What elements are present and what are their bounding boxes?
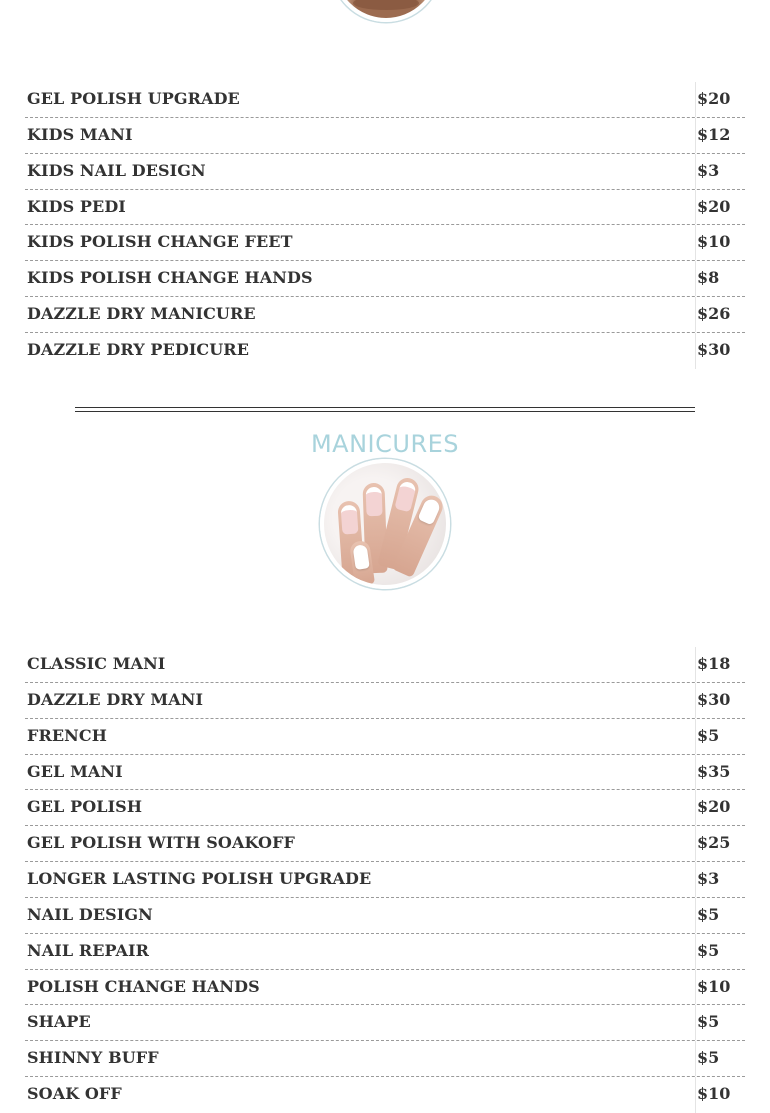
section-divider bbox=[75, 407, 695, 412]
service-price: $8 bbox=[697, 268, 720, 288]
service-price: $10 bbox=[697, 1084, 731, 1104]
list-item bbox=[25, 862, 745, 898]
manicures-price-list bbox=[25, 647, 745, 1113]
section-title-manicures: MANICURES bbox=[310, 430, 460, 458]
service-name: LONGER LASTING POLISH UPGRADE bbox=[27, 869, 372, 889]
list-item bbox=[25, 261, 745, 297]
service-name: DAZZLE DRY MANI bbox=[27, 689, 204, 709]
service-name: POLISH CHANGE HANDS bbox=[27, 976, 260, 996]
addons-price-list bbox=[25, 82, 745, 369]
list-item bbox=[25, 826, 745, 862]
service-name: GEL POLISH WITH SOAKOFF bbox=[27, 833, 296, 853]
service-price: $25 bbox=[697, 833, 731, 853]
service-price: $5 bbox=[697, 1012, 720, 1032]
service-name: GEL MANI bbox=[27, 761, 123, 781]
service-name: SOAK OFF bbox=[27, 1084, 122, 1104]
service-name: GEL POLISH bbox=[27, 797, 143, 817]
list-item bbox=[25, 333, 745, 369]
list-item bbox=[25, 1077, 745, 1113]
service-name: DAZZLE DRY MANICURE bbox=[27, 304, 256, 324]
nail-shape bbox=[417, 497, 441, 525]
list-item bbox=[25, 82, 745, 118]
service-name: KIDS NAIL DESIGN bbox=[27, 160, 206, 180]
service-name: KIDS MANI bbox=[27, 124, 133, 144]
service-price: $5 bbox=[697, 725, 720, 745]
service-name: KIDS POLISH CHANGE FEET bbox=[27, 232, 293, 252]
service-price: $5 bbox=[697, 1048, 720, 1068]
service-price: $30 bbox=[697, 339, 731, 359]
manicures-image bbox=[320, 459, 450, 589]
service-price: $12 bbox=[697, 124, 731, 144]
service-name: SHAPE bbox=[27, 1012, 91, 1032]
service-price: $20 bbox=[697, 797, 731, 817]
list-item bbox=[25, 190, 745, 226]
nail-shape bbox=[353, 544, 370, 570]
list-item bbox=[25, 790, 745, 826]
list-item bbox=[25, 683, 745, 719]
section-image-top bbox=[331, 0, 441, 22]
service-name: NAIL DESIGN bbox=[27, 904, 153, 924]
service-name: KIDS POLISH CHANGE HANDS bbox=[27, 268, 313, 288]
service-price: $5 bbox=[697, 940, 720, 960]
list-item bbox=[25, 1005, 745, 1041]
service-name: GEL POLISH UPGRADE bbox=[27, 89, 240, 108]
nail-shape bbox=[341, 505, 359, 535]
service-name: NAIL REPAIR bbox=[27, 940, 149, 960]
service-price: $10 bbox=[697, 976, 731, 996]
list-item bbox=[25, 898, 745, 934]
list-item bbox=[25, 647, 745, 683]
list-item bbox=[25, 755, 745, 791]
service-price: $10 bbox=[697, 232, 731, 252]
list-item bbox=[25, 154, 745, 190]
service-price: $26 bbox=[697, 304, 731, 324]
list-item bbox=[25, 934, 745, 970]
service-price: $18 bbox=[697, 654, 731, 673]
service-price: $20 bbox=[697, 89, 731, 108]
service-name: KIDS PEDI bbox=[27, 196, 126, 216]
service-price: $30 bbox=[697, 689, 731, 709]
service-price: $5 bbox=[697, 904, 720, 924]
service-price: $3 bbox=[697, 869, 720, 889]
list-item bbox=[25, 118, 745, 154]
service-name: CLASSIC MANI bbox=[27, 654, 166, 673]
service-price: $35 bbox=[697, 761, 731, 781]
list-item bbox=[25, 1041, 745, 1077]
service-name: FRENCH bbox=[27, 725, 107, 745]
list-item bbox=[25, 225, 745, 261]
list-item bbox=[25, 970, 745, 1006]
nail-shape bbox=[366, 487, 383, 517]
service-name: SHINNY BUFF bbox=[27, 1048, 159, 1068]
service-price: $3 bbox=[697, 160, 720, 180]
service-name: DAZZLE DRY PEDICURE bbox=[27, 339, 250, 359]
list-item bbox=[25, 297, 745, 333]
nail-shape bbox=[394, 480, 417, 512]
service-price: $20 bbox=[697, 196, 731, 216]
list-item bbox=[25, 719, 745, 755]
